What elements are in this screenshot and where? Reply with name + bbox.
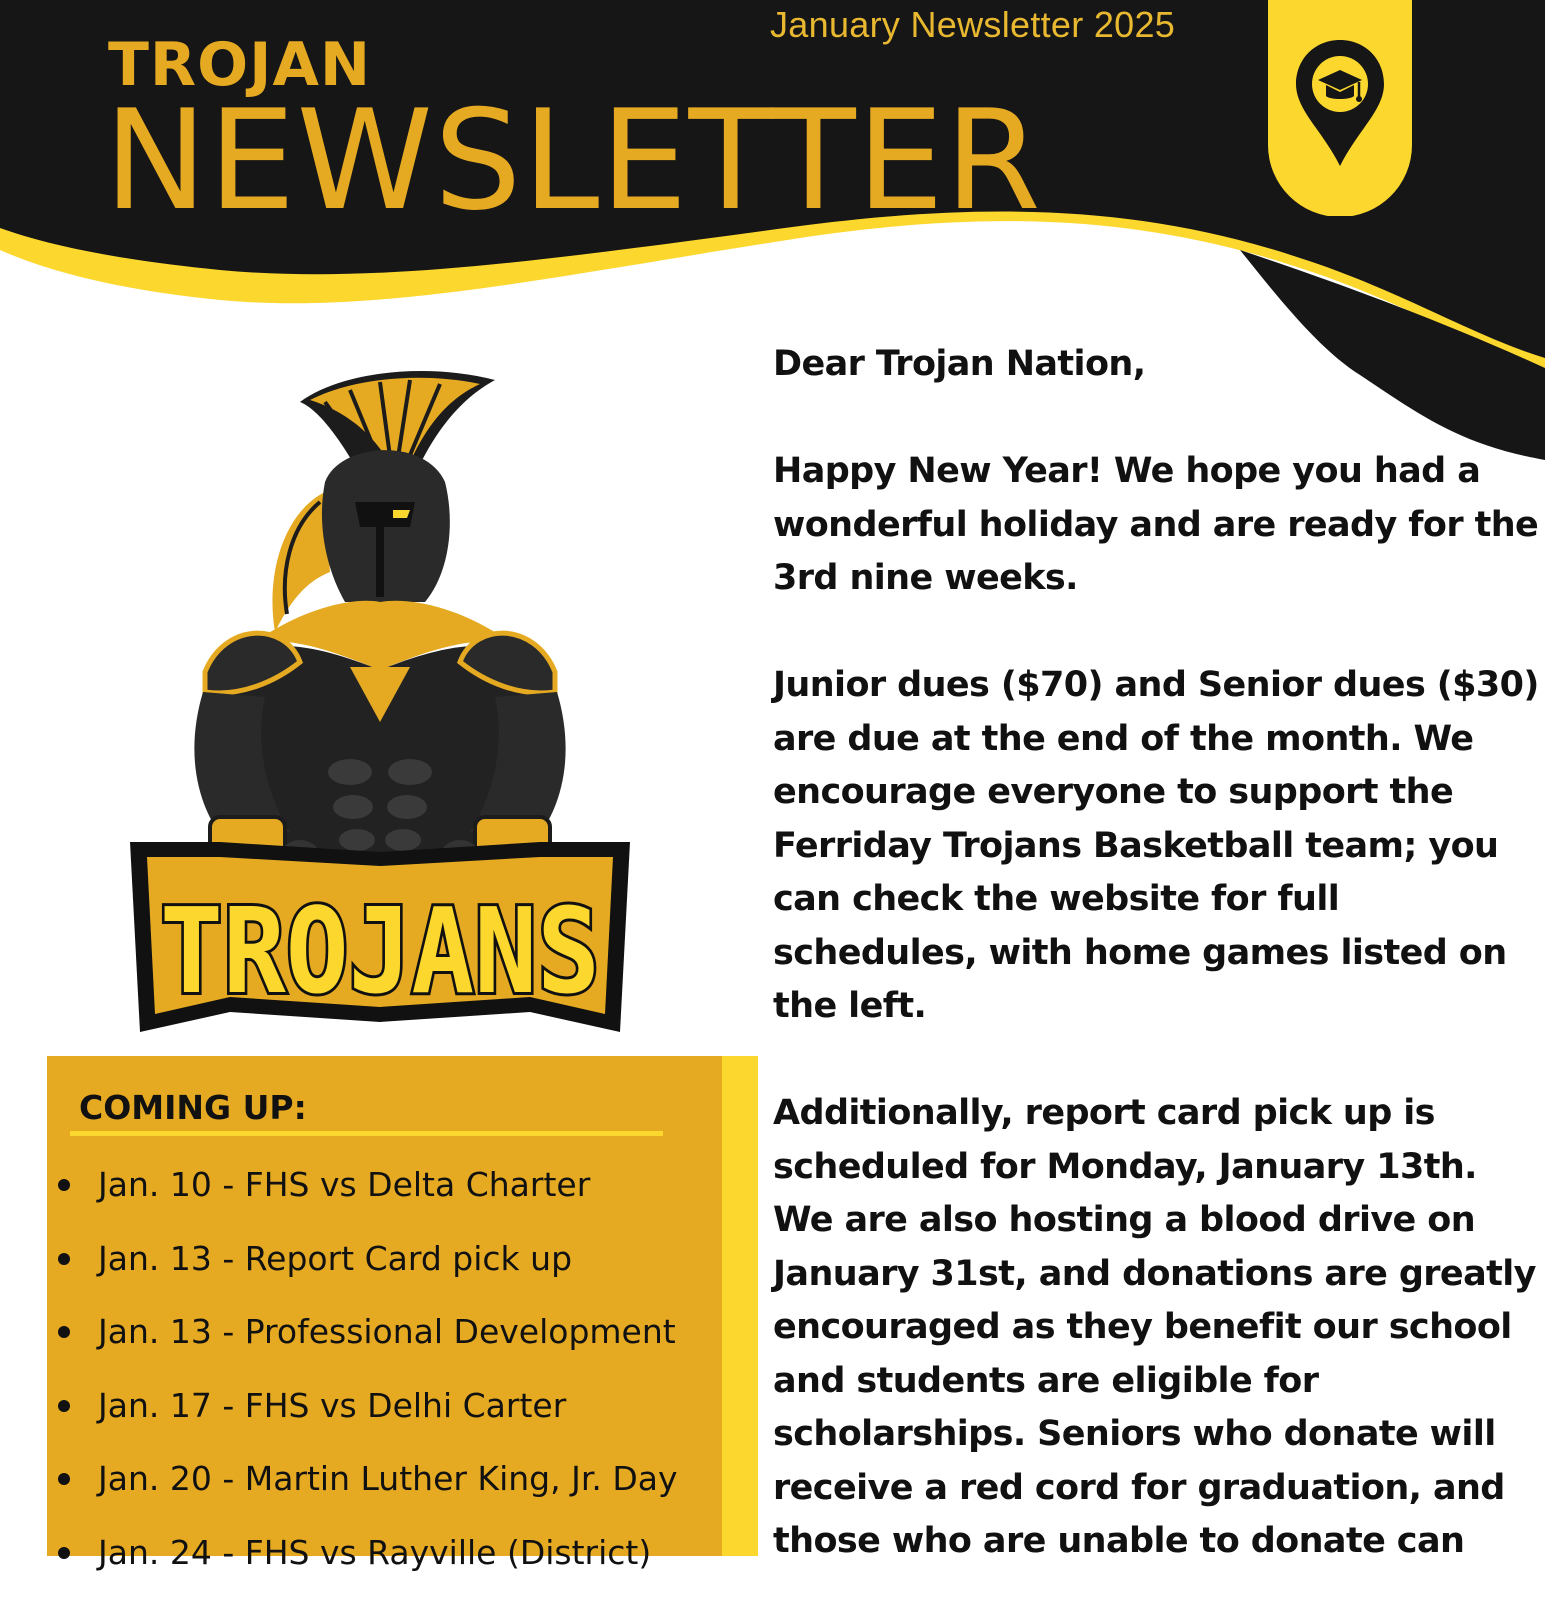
bullet-icon <box>58 1547 70 1559</box>
event-item <box>52 1295 678 1369</box>
event-item <box>52 1442 678 1516</box>
bullet-icon <box>58 1253 70 1265</box>
event-item <box>52 1369 678 1443</box>
trojan-mascot <box>125 352 635 1042</box>
letter-greeting: Dear Trojan Nation, <box>773 344 1146 384</box>
letter-paragraph-3: Additionally, report card pick up is scheduled for Monday, January 13th. We are also hosting a blood drive on January 31st, and donations are greatly encouraged as they benefit our school and students are eligible for scholarships. Seniors who donate will receive a red cord for graduation, and those who are unable to donate can <box>773 1093 1536 1561</box>
event-item <box>52 1516 678 1590</box>
graduation-cap-map-pin-icon <box>1268 0 1412 216</box>
coming-up-accent-stripe <box>722 1056 758 1556</box>
letter-paragraph-1: Happy New Year! We hope you had a wonderful holiday and are ready for the 3rd nine weeks. <box>773 451 1539 598</box>
event-text: Jan. 20 - Martin Luther King, Jr. Day <box>98 1459 678 1498</box>
bullet-icon <box>58 1179 70 1191</box>
event-text: Jan. 10 - FHS vs Delta Charter <box>98 1165 591 1204</box>
newsletter-masthead: NEWSLETTER <box>104 80 1042 241</box>
bullet-icon <box>58 1326 70 1338</box>
event-item <box>52 1222 678 1296</box>
event-item <box>52 1148 678 1222</box>
issue-date: January Newsletter 2025 <box>770 4 1176 45</box>
event-text: Jan. 17 - FHS vs Delhi Carter <box>98 1385 567 1425</box>
bullet-icon <box>58 1473 70 1485</box>
letter-paragraph-2: Junior dues ($70) and Senior dues ($30) are due at the end of the month. We encourage everyone to support the Ferriday Trojans Basketball team; you can check the website for full schedules, with home games listed on the left. <box>773 665 1539 1026</box>
coming-up-title: COMING UP: <box>79 1088 307 1127</box>
coming-up-divider <box>70 1131 663 1136</box>
mascot-wordmark: TROJANS <box>160 882 600 1020</box>
event-text: Jan. 24 - FHS vs Rayville (District) <box>98 1532 652 1572</box>
coming-up-list <box>52 1148 678 1589</box>
principal-letter <box>773 338 1543 1622</box>
event-text: Jan. 13 - Professional Development <box>98 1312 676 1351</box>
bullet-icon <box>58 1400 70 1412</box>
newsletter-kicker: TROJAN <box>108 30 372 100</box>
event-text: Jan. 13 - Report Card pick up <box>98 1238 573 1278</box>
